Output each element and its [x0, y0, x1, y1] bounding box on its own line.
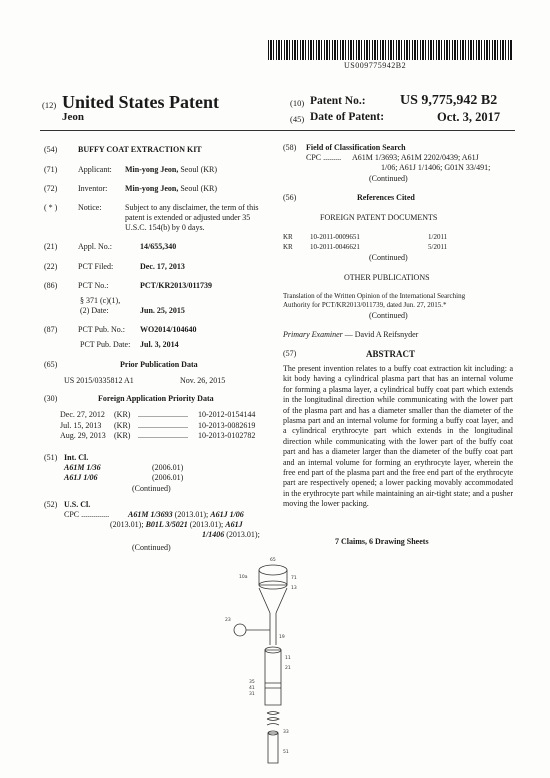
int-cl-label: Int. Cl. — [64, 453, 89, 462]
cpc-label: CPC .............. — [64, 510, 110, 519]
code-86: (86) — [44, 281, 58, 290]
foreign-docs-title: FOREIGN PATENT DOCUMENTS — [320, 213, 438, 222]
foreign-priority-title: Foreign Application Priority Data — [98, 394, 214, 403]
ref-country: KR — [283, 233, 293, 241]
code-65: (65) — [44, 360, 58, 369]
drawing-label: 71 — [291, 576, 297, 581]
code-52: (52) — [44, 500, 58, 509]
cpc-class-4-cont: 1/1406 — [202, 530, 225, 539]
priority-country: (KR) — [114, 420, 131, 430]
references-cited-title: References Cited — [357, 193, 415, 202]
cpc-class-1: A61M 1/3693 — [128, 510, 173, 519]
int-cl-0-version: (2006.01) — [152, 463, 184, 472]
cap-body — [259, 570, 287, 585]
drawing-label: 11 — [285, 656, 291, 661]
other-publications-title: OTHER PUBLICATIONS — [344, 273, 430, 282]
drawing-label: 65 — [270, 558, 276, 563]
inventor-label: Inventor: — [78, 184, 108, 193]
int-cl-0: A61M 1/36 — [64, 463, 101, 472]
int-cl-1: A61J 1/06 — [64, 473, 98, 482]
document-type: United States Patent — [62, 92, 219, 112]
date-of-patent: Oct. 3, 2017 — [437, 110, 501, 124]
drawing-label: 21 — [285, 666, 291, 671]
barcode — [268, 40, 513, 60]
valve-detail — [234, 624, 246, 636]
claims-summary: 7 Claims, 6 Drawing Sheets — [335, 537, 429, 546]
ref-country: KR — [283, 242, 293, 251]
cpc-ver-4: (2013.01); — [226, 530, 260, 539]
pct-no: PCT/KR2013/011739 — [140, 281, 213, 290]
leader-dots: ......................... — [138, 410, 188, 419]
code-10: (10) — [290, 98, 305, 108]
primary-examiner-label: Primary Examiner — [283, 330, 343, 339]
ref-number: 10-2011-0046621 — [310, 242, 360, 251]
drawing-label: 31 — [249, 692, 255, 697]
int-cl-1-version: (2006.01) — [152, 473, 184, 482]
appl-no-label: Appl. No.: — [78, 242, 112, 251]
drawing-label: 41 — [249, 686, 255, 691]
plasma-funnel — [259, 588, 287, 613]
notice-line-2: patent is extended or adjusted under 35 — [125, 213, 251, 222]
other-pub-line-1: Translation of the Written Opinion of the International Searching — [283, 292, 466, 300]
field-cpc-line-2: 1/06; A61J 1/1406; G01N 33/491; — [381, 163, 491, 172]
cap-top — [259, 565, 287, 575]
cpc-ver-3: (2013.01); — [189, 520, 224, 529]
notice-line-3: U.S.C. 154(b) by 0 days. — [125, 223, 205, 232]
pct-pub-date: Jul. 3, 2014 — [140, 340, 179, 349]
priority-number: 10-2013-0102782 — [198, 431, 256, 440]
ref-number: 10-2011-0009651 — [310, 233, 360, 241]
code-22: (22) — [44, 262, 58, 271]
code-51: (51) — [44, 453, 58, 462]
pct-no-label: PCT No.: — [78, 281, 109, 290]
code-12: (12) — [42, 100, 57, 110]
drawing-label: 19 — [279, 635, 285, 640]
cpc-class-3: B01L 3/5021 — [145, 520, 188, 529]
invention-title: BUFFY COAT EXTRACTION KIT — [78, 145, 202, 154]
erythrocyte-tube — [265, 650, 281, 705]
refs-continued: (Continued) — [369, 253, 408, 262]
code-87: (87) — [44, 325, 58, 334]
leader-dots: ......................... — [138, 431, 188, 440]
code-57: (57) — [283, 349, 297, 358]
priority-date: Aug. 29, 2013 — [60, 431, 106, 440]
int-cl-continued: (Continued) — [132, 484, 171, 493]
code-notice: ( * ) — [44, 203, 58, 212]
field-cpc-label: CPC ......... — [306, 153, 342, 162]
priority-date: Dec. 27, 2012 — [60, 410, 105, 419]
code-21: (21) — [44, 242, 58, 251]
priority-date: Jul. 15, 2013 — [60, 420, 102, 430]
drawing-label: 13 — [291, 586, 297, 591]
inventor-name: Min-yong Jeon, — [125, 184, 179, 193]
priority-country: (KR) — [114, 431, 131, 440]
code-71: (71) — [44, 165, 58, 174]
barcode-number: US009775942B2 — [344, 61, 407, 70]
applicant-name: Min-yong Jeon, — [125, 165, 179, 174]
drawing-label: 10a — [239, 575, 248, 580]
pct-pub-no-label: PCT Pub. No.: — [78, 325, 125, 334]
patent-drawing — [215, 555, 325, 770]
prior-pub-date: Nov. 26, 2015 — [180, 376, 226, 385]
priority-number: 10-2013-0082619 — [198, 420, 256, 430]
us-cl-continued: (Continued) — [132, 543, 171, 552]
prior-pub-title: Prior Publication Data — [120, 360, 198, 369]
pct-pub-date-label: PCT Pub. Date: — [80, 340, 131, 349]
drawing-label: 35 — [249, 680, 255, 685]
drawing-label: 33 — [283, 730, 289, 735]
patent-number-label: Patent No.: — [310, 95, 366, 107]
drawing-label: 23 — [225, 618, 231, 623]
code-56: (56) — [283, 193, 297, 202]
appl-no: 14/655,340 — [140, 242, 177, 251]
spring — [267, 712, 279, 726]
code-45: (45) — [290, 114, 305, 124]
primary-examiner: — David A Reifsnyder — [344, 330, 419, 339]
pct-filed-label: PCT Filed: — [78, 262, 114, 271]
cpc-class-2: A61J 1/06 — [210, 510, 244, 519]
code-30: (30) — [44, 394, 58, 403]
s371-line-1: § 371 (c)(1), — [80, 296, 121, 305]
header-rule — [40, 130, 515, 131]
cpc-class-4: A61J — [225, 520, 243, 529]
notice-label: Notice: — [78, 203, 102, 212]
field-cpc-line-1: A61M 1/3693; A61M 2202/0439; A61J — [352, 153, 479, 162]
date-of-patent-label: Date of Patent: — [310, 111, 385, 123]
prior-pub-no: US 2015/0335812 A1 — [64, 376, 134, 385]
us-cl-label: U.S. Cl. — [64, 500, 91, 509]
priority-number: 10-2012-0154144 — [198, 410, 256, 419]
field-of-search-title: Field of Classification Search — [306, 143, 406, 152]
abstract-title: ABSTRACT — [366, 349, 416, 359]
patent-number: US 9,775,942 B2 — [400, 93, 498, 108]
code-72: (72) — [44, 184, 58, 193]
cpc-ver-1: (2013.01); — [174, 510, 209, 519]
other-pub-continued: (Continued) — [369, 311, 408, 320]
lower-packing — [265, 683, 281, 688]
pusher — [268, 733, 278, 763]
pct-filed-date: Dec. 17, 2013 — [140, 262, 185, 271]
pct-pub-no: WO2014/104640 — [140, 325, 197, 334]
cpc-ver-2: (2013.01); — [110, 520, 144, 529]
inventor-surname: Jeon — [62, 111, 84, 123]
s371-date: Jun. 25, 2015 — [140, 306, 185, 315]
s371-line-2: (2) Date: — [80, 306, 109, 315]
priority-country: (KR) — [114, 410, 131, 419]
leader-dots: ......................... — [138, 420, 188, 430]
inventor-location: Seoul (KR) — [180, 184, 218, 193]
applicant-label: Applicant: — [78, 165, 112, 174]
abstract-text: The present invention relates to a buffy coat extraction kit including: a kit body having a cylindrical plasma part that has an internal volume for forming a plasma layer, a cylindrical buffy coat part which extends in the longitudinal direction while communicating with the lower part of the plasma part and has a diameter smaller than the diameter of the plasma part and an internal volume for forming a buffy coat layer, and a cylindrical erythrocyte part which extends in the longitudinal direction while communicating with the lower part of the buffy coat part and has a diameter larger than the diameter of the buffy coat part and an internal volume for forming an erythrocyte layer, wherein the free end part of the plasma part and the free end part of the erythrocyte part are respectively opened; a lower packing movably accommodated in the erythrocyte part while maintaining an air-tight state; and a pusher moving the lower packing. — [283, 364, 513, 509]
buffy-coat-tube — [270, 613, 276, 645]
notice-line-1: Subject to any disclaimer, the term of this — [125, 203, 259, 212]
other-pub-line-2: Authority for PCT/KR2013/011739, dated Jun. 27, 2015.* — [283, 301, 447, 309]
drawing-label: 51 — [283, 750, 289, 755]
ref-date: 5/2011 — [428, 242, 448, 251]
code-54: (54) — [44, 145, 58, 154]
code-58: (58) — [283, 143, 297, 152]
field-continued: (Continued) — [369, 174, 408, 183]
ref-date: 1/2011 — [428, 233, 448, 241]
applicant-location: Seoul (KR) — [180, 165, 218, 174]
